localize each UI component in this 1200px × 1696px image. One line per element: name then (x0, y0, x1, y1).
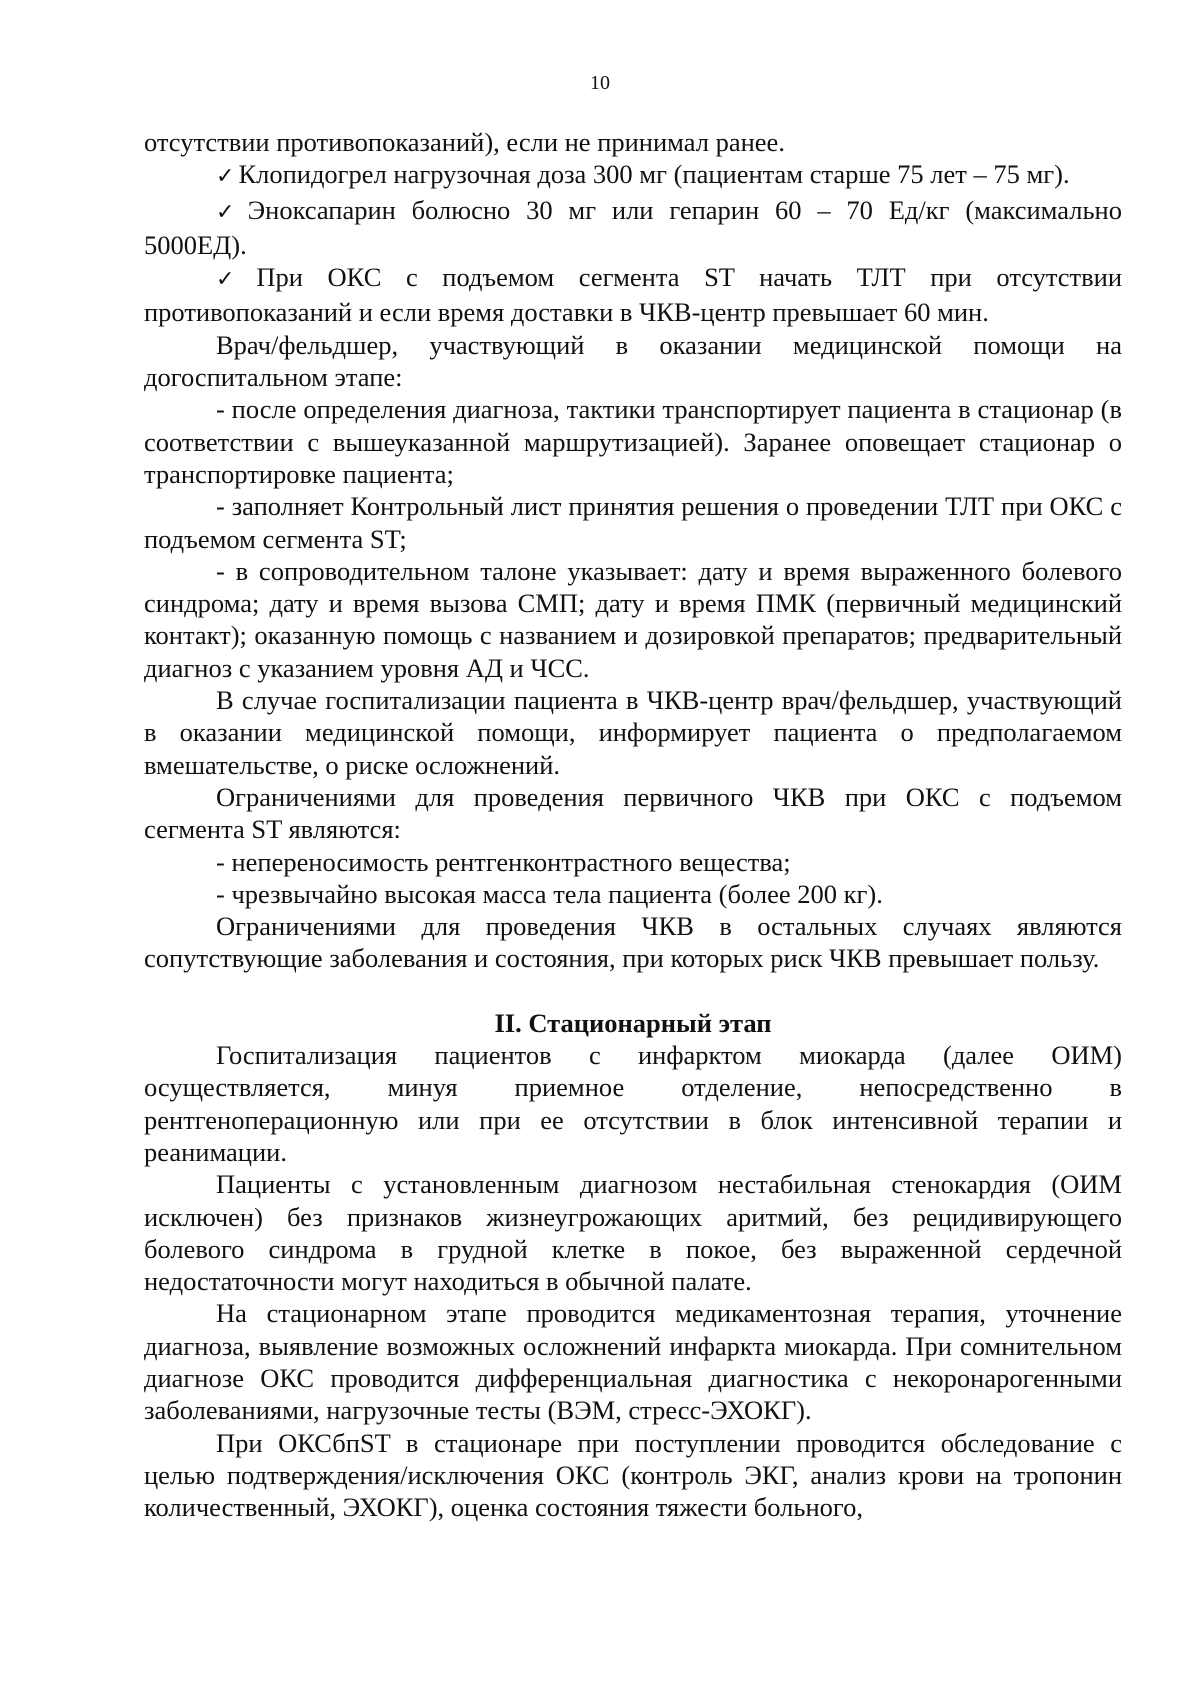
paragraph: Ограничениями для проведения первичного ЧКВ при ОКС с подъемом сегмента ST являются: (144, 781, 1122, 845)
section-heading: II. Стационарный этап (494, 1007, 772, 1038)
paragraph-continuation: отсутствии противопоказаний), если не принимал ранее. (144, 127, 785, 157)
document-body (144, 126, 1122, 1523)
paragraph: Госпитализация пациентов с инфарктом миокарда (далее ОИМ) осуществляется, минуя приемное отделение, непосредственно в рентгеноперационную или при ее отсутствии в блок интенсивной терапии и реанимации. (144, 1040, 1122, 1167)
checklist-item-text: Клопидогрел нагрузочная доза 300 мг (пациентам старше 75 лет – 75 мг). (238, 159, 1070, 190)
paragraph: - непереносимость рентгенконтрастного вещества; (216, 846, 791, 877)
checkmark-icon: ✓ (216, 164, 235, 190)
checkmark-icon: ✓ (216, 199, 244, 225)
paragraph: - заполняет Контрольный лист принятия решения о проведении ТЛТ при ОКС с подъемом сегмента ST; (144, 491, 1122, 554)
checklist-item-text: Эноксапарин болюсно 30 мг или гепарин 60 – 70 Ед/кг (максимально 5000ЕД). (144, 194, 1122, 260)
checklist-item-clopidogrel (144, 158, 1122, 193)
checklist-item-tlt (144, 261, 1122, 329)
paragraph: В случае госпитализации пациента в ЧКВ-центр врач/фельдшер, участвующий в оказании медицинской помощи, информирует пациента о предполагаемом вмешательстве, о риске осложнений. (144, 685, 1122, 780)
paragraph: - в сопроводительном талоне указывает: дату и время выраженного болевого синдрома; дату и время вызова СМП; дату и время ПМК (первичный медицинский контакт); оказанную помощь с названием и дозировкой препаратов; предварительный диагноз с указанием уровня АД и ЧСС. (144, 555, 1122, 683)
checklist-item-text: При ОКС с подъемом сегмента ST начать ТЛТ при отсутствии противопоказаний и если время доставки в ЧКВ-центр превышает 60 мин. (144, 262, 1123, 328)
paragraph: - чрезвычайно высокая масса тела пациента (более 200 кг). (216, 878, 883, 909)
page-number: 10 (590, 72, 610, 94)
checkmark-icon: ✓ (216, 267, 253, 293)
paragraph: Ограничениями для проведения ЧКВ в остальных случаях являются сопутствующие заболевания и состояния, при которых риск ЧКВ превышает пользу. (144, 911, 1122, 974)
checklist-item-enoxaparin (144, 194, 1122, 262)
paragraph: Врач/фельдшер, участвующий в оказании медицинской помощи на догоспитальном этапе: (144, 329, 1122, 393)
paragraph: При ОКСбпST в стационаре при поступлении проводится обследование с целью подтверждения/исключения ОКС (контроль ЭКГ, анализ крови на тропонин количественный, ЭХОКГ), оценка состояния тяжести больного, (144, 1427, 1122, 1523)
paragraph: На стационарном этапе проводится медикаментозная терапия, уточнение диагноза, выявление возможных осложнений инфаркта миокарда. При сомнительном диагнозе ОКС проводится дифференциальная диагностика с некоронарогенными заболеваниями, нагрузочные тесты (ВЭМ, стресс-ЭХОКГ). (144, 1298, 1122, 1426)
paragraph: - после определения диагноза, тактики транспортирует пациента в стационар (в соответствии с вышеуказанной маршрутизацией). Заранее оповещает стационар о транспортировке пациента; (144, 394, 1122, 489)
paragraph: Пациенты с установленным диагнозом нестабильная стенокардия (ОИМ исключен) без признаков жизнеугрожающих аритмий, без рецидивирующего болевого синдрома в грудной клетке в покое, без выраженной сердечной недостаточности могут находиться в обычной палате. (144, 1169, 1122, 1297)
